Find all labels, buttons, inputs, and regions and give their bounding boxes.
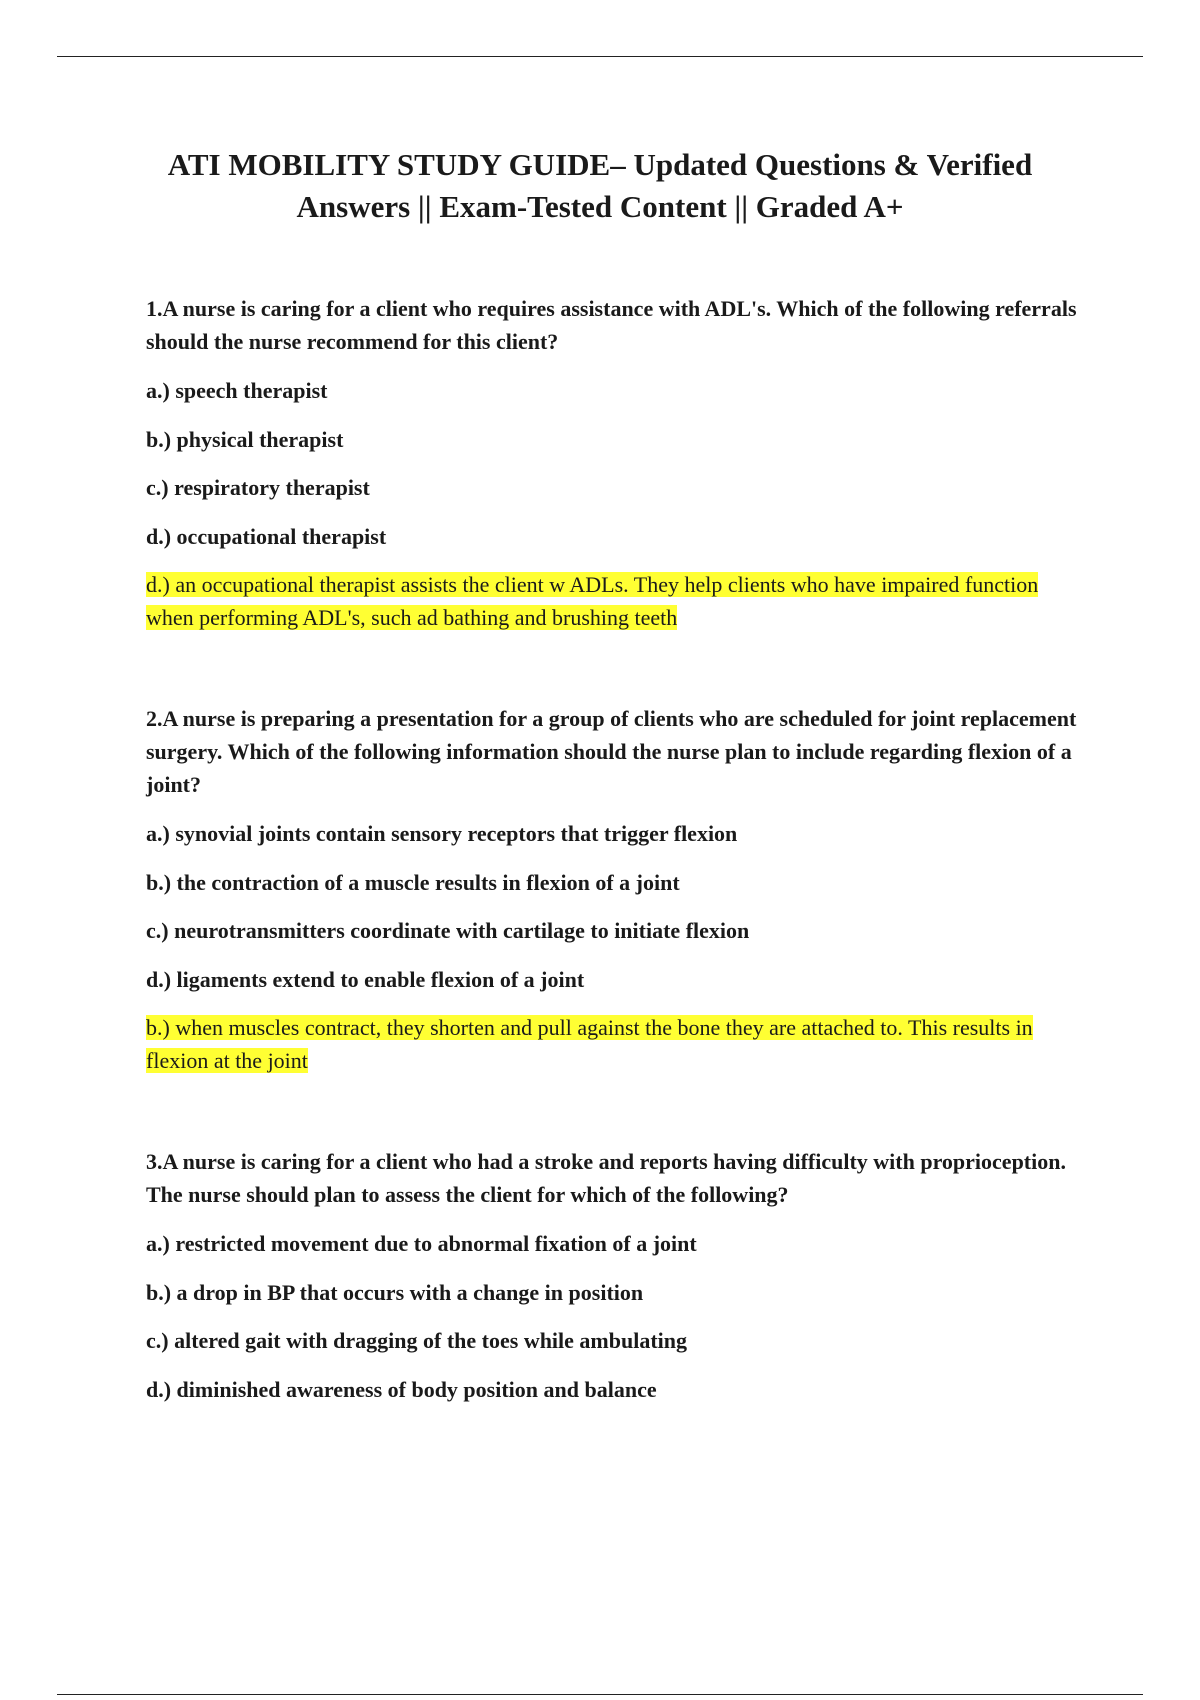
question-text: 3.A nurse is caring for a client who had a stroke and reports having difficulty with proprioception. The nurse should plan to assess the client for which of the following? [146,1149,1066,1207]
answer-explanation [146,1011,1086,1077]
answer-highlight: d.) an occupational therapist assists the client w ADLs. They help clients who have impaired function when performing ADL's, such ad bathing and brushing teeth [146,572,1039,630]
document-title: ATI MOBILITY STUDY GUIDE– Updated Questions & Verified Answers || Exam-Tested Content || Graded A+ [167,147,1033,224]
question-text: 2.A nurse is preparing a presentation for a group of clients who are scheduled for joint replacement surgery. Which of the following information should the nurse plan to include regarding flexion of a joint? [146,706,1077,797]
option-c: c.) neurotransmitters coordinate with cartilage to initiate flexion [146,918,750,943]
top-rule [57,56,1143,57]
answer-explanation [146,568,1086,634]
option-b: b.) a drop in BP that occurs with a change in position [146,1279,644,1305]
bottom-rule [57,1694,1143,1695]
question-text: 1.A nurse is caring for a client who requires assistance with ADL's. Which of the following referrals should the nurse recommend for this client? [146,296,1077,354]
option-b: b.) physical therapist [146,426,344,452]
question-2 [146,702,1086,1077]
option-c: c.) altered gait with dragging of the toes while ambulating [146,1328,688,1353]
option-d: d.) occupational therapist [146,523,387,549]
answer-highlight: b.) when muscles contract, they shorten and pull against the bone they are attached to. This results in flexion at the joint [146,1015,1033,1073]
option-b: b.) the contraction of a muscle results in flexion of a joint [146,869,680,895]
question-1 [146,292,1086,634]
question-list [146,292,1086,1474]
option-a: a.) synovial joints contain sensory receptors that trigger flexion [146,821,738,846]
option-a: a.) restricted movement due to abnormal fixation of a joint [146,1231,697,1256]
option-d: d.) ligaments extend to enable flexion of a joint [146,966,585,992]
option-c: c.) respiratory therapist [146,475,370,500]
option-a: a.) speech therapist [146,378,328,403]
question-3 [146,1145,1086,1406]
option-d: d.) diminished awareness of body position and balance [146,1376,657,1402]
